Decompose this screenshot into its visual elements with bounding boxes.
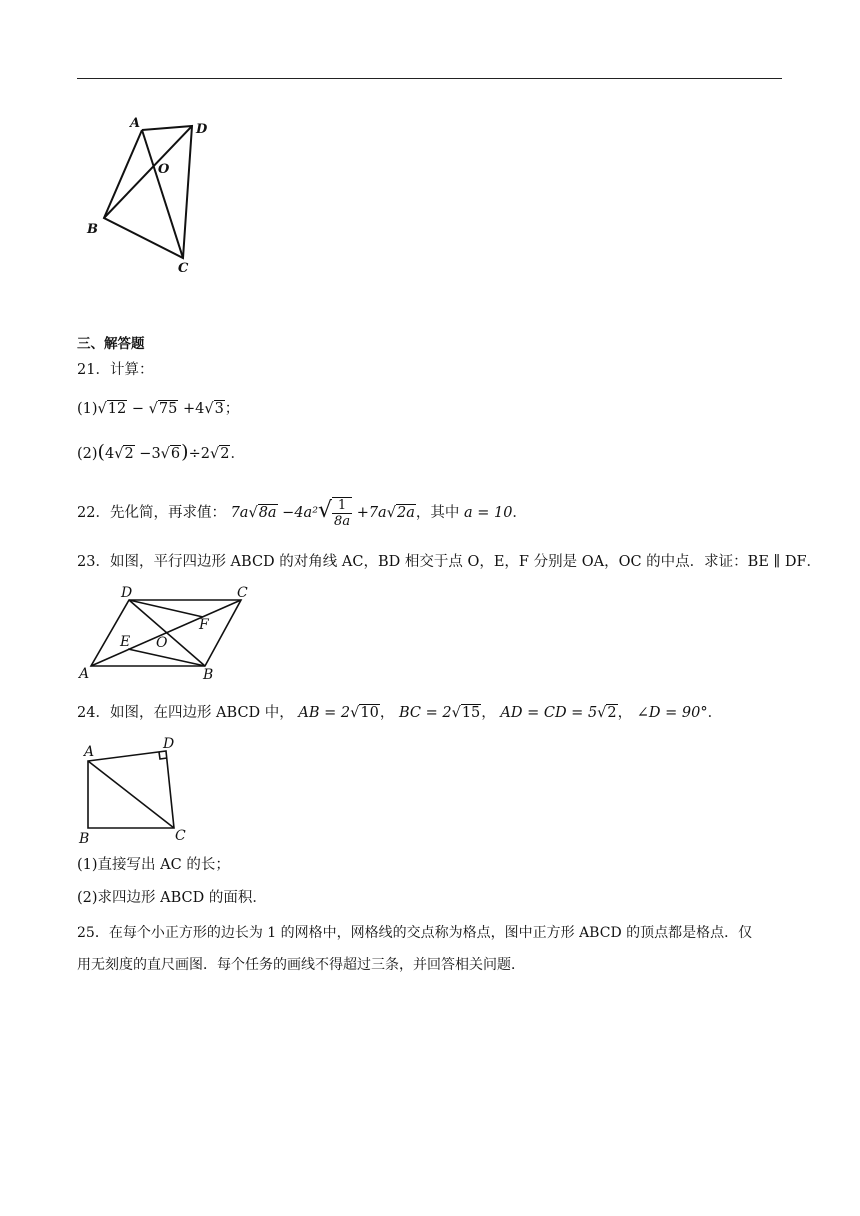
q22-frac-num: 1 (332, 498, 352, 514)
q24-sub2: (2)求四边形 ABCD 的面积． (77, 890, 267, 906)
q24-sep1: ， (379, 705, 395, 721)
q22-rad1: 8a (258, 505, 277, 521)
q22-term1: 7a (230, 505, 249, 521)
q24-cond2-rad: 15 (461, 705, 481, 721)
q21-p1-op1: − (131, 401, 145, 417)
q24-cond3-rad: 2 (607, 705, 617, 721)
label-e: E (120, 634, 131, 650)
q25-line1: 25．在每个小正方形的边长为 1 的网格中，网格线的交点称为格点，图中正方形 ABCD 的顶点都是格点．仅 (77, 925, 753, 941)
q21-part1: (1)√12 − √75 +4√3； (77, 401, 240, 417)
label-b: B (203, 667, 214, 682)
segment-df (129, 600, 203, 617)
q21-part2-label: (2) (77, 446, 98, 462)
diagonal-bd (129, 600, 205, 666)
q24-cond1: AB = 2 (298, 705, 351, 721)
diagonal-ac (88, 761, 174, 828)
q22-rad3: 2a (396, 505, 415, 521)
q24-sep2: ， (481, 705, 496, 721)
label-a: A (130, 116, 141, 131)
label-d: D (121, 585, 133, 601)
figure-quadrilateral-right-angle (75, 736, 205, 848)
header-rule (77, 78, 782, 79)
q21-p1-rad1: 12 (107, 401, 127, 417)
quad-outline (88, 751, 174, 828)
q24-cond3: AD = CD = 5 (500, 705, 598, 721)
q22-stem: 22．先化简，再求值： (77, 505, 226, 521)
q21-p1-end: ； (224, 401, 240, 417)
label-f: F (199, 617, 209, 633)
label-b: B (79, 831, 90, 847)
label-a: A (79, 666, 90, 682)
q24-sub1: (1)直接写出 AC 的长； (77, 857, 230, 873)
section-title: 三、解答题 (77, 336, 145, 352)
label-c: C (175, 828, 186, 844)
q24-sep3: ， (617, 705, 633, 721)
q21-p2-op: −3 (139, 446, 161, 462)
q24-cond2: BC = 2 (398, 705, 452, 721)
q24-stem-line: 24．如图，在四边形 ABCD 中， AB = 2√10， BC = 2√15， AD = CD = 5√2， ∠D = 90°． (77, 705, 723, 721)
q23-text: 23．如图，平行四边形 ABCD 的对角线 AC，BD 相交于点 O，E，F 分别是 OA，OC 的中点．求证：BE ∥ DF． (77, 554, 821, 570)
q22-sep: ，其中 (415, 505, 460, 521)
label-o: O (156, 635, 168, 651)
q22-end: ． (512, 505, 527, 521)
figure-quadrilateral-abcd (80, 110, 220, 280)
q21-p2-rad1: 2 (124, 446, 134, 462)
q22-term3: +7a (356, 505, 387, 521)
q22-line: 22．先化简，再求值： 7a√8a −4a²√ $\frac{1}{8a}$ +7a√2a，其中 a = 10． (77, 498, 527, 529)
q21-p2-coef1: 4 (104, 446, 115, 462)
q21-p2-rad3: 2 (220, 446, 230, 462)
q24-stem: 24．如图，在四边形 ABCD 中， (77, 705, 294, 721)
label-c: C (237, 585, 248, 601)
figure-parallelogram (75, 580, 265, 682)
q21-p1-rad3: 3 (214, 401, 224, 417)
diagonal-bd (104, 126, 192, 218)
label-o: O (158, 162, 170, 177)
label-d: D (163, 736, 175, 752)
q21-p1-rad2: 75 (158, 401, 178, 417)
q21-p2-rad2: 6 (170, 446, 181, 462)
q22-frac-den: 8a (334, 514, 351, 529)
q21-p1-op2: +4 (182, 401, 205, 417)
q22-term2: −4a² (282, 505, 319, 521)
q21-part2: (2)(4√2 −3√6)÷2√2． (77, 441, 245, 463)
label-b: B (87, 222, 98, 237)
q25-line2: 用无刻度的直尺画图．每个任务的画线不得超过三条，并回答相关问题． (77, 957, 525, 973)
label-d: D (196, 122, 208, 137)
diagonal-ac (142, 130, 183, 258)
q21-stem: 21．计算： (77, 362, 154, 378)
q24-end: ． (707, 705, 723, 721)
q24-cond4: ∠D = 90° (636, 705, 708, 721)
label-c: C (178, 261, 189, 276)
q24-cond1-rad: 10 (360, 705, 379, 721)
q21-part1-label: (1) (77, 401, 98, 417)
label-a: A (84, 744, 95, 760)
segment-be (128, 649, 205, 666)
q21-p2-div: ÷2 (188, 446, 210, 462)
q22-condition: a = 10 (463, 505, 513, 521)
q21-p2-end: ． (230, 446, 245, 462)
